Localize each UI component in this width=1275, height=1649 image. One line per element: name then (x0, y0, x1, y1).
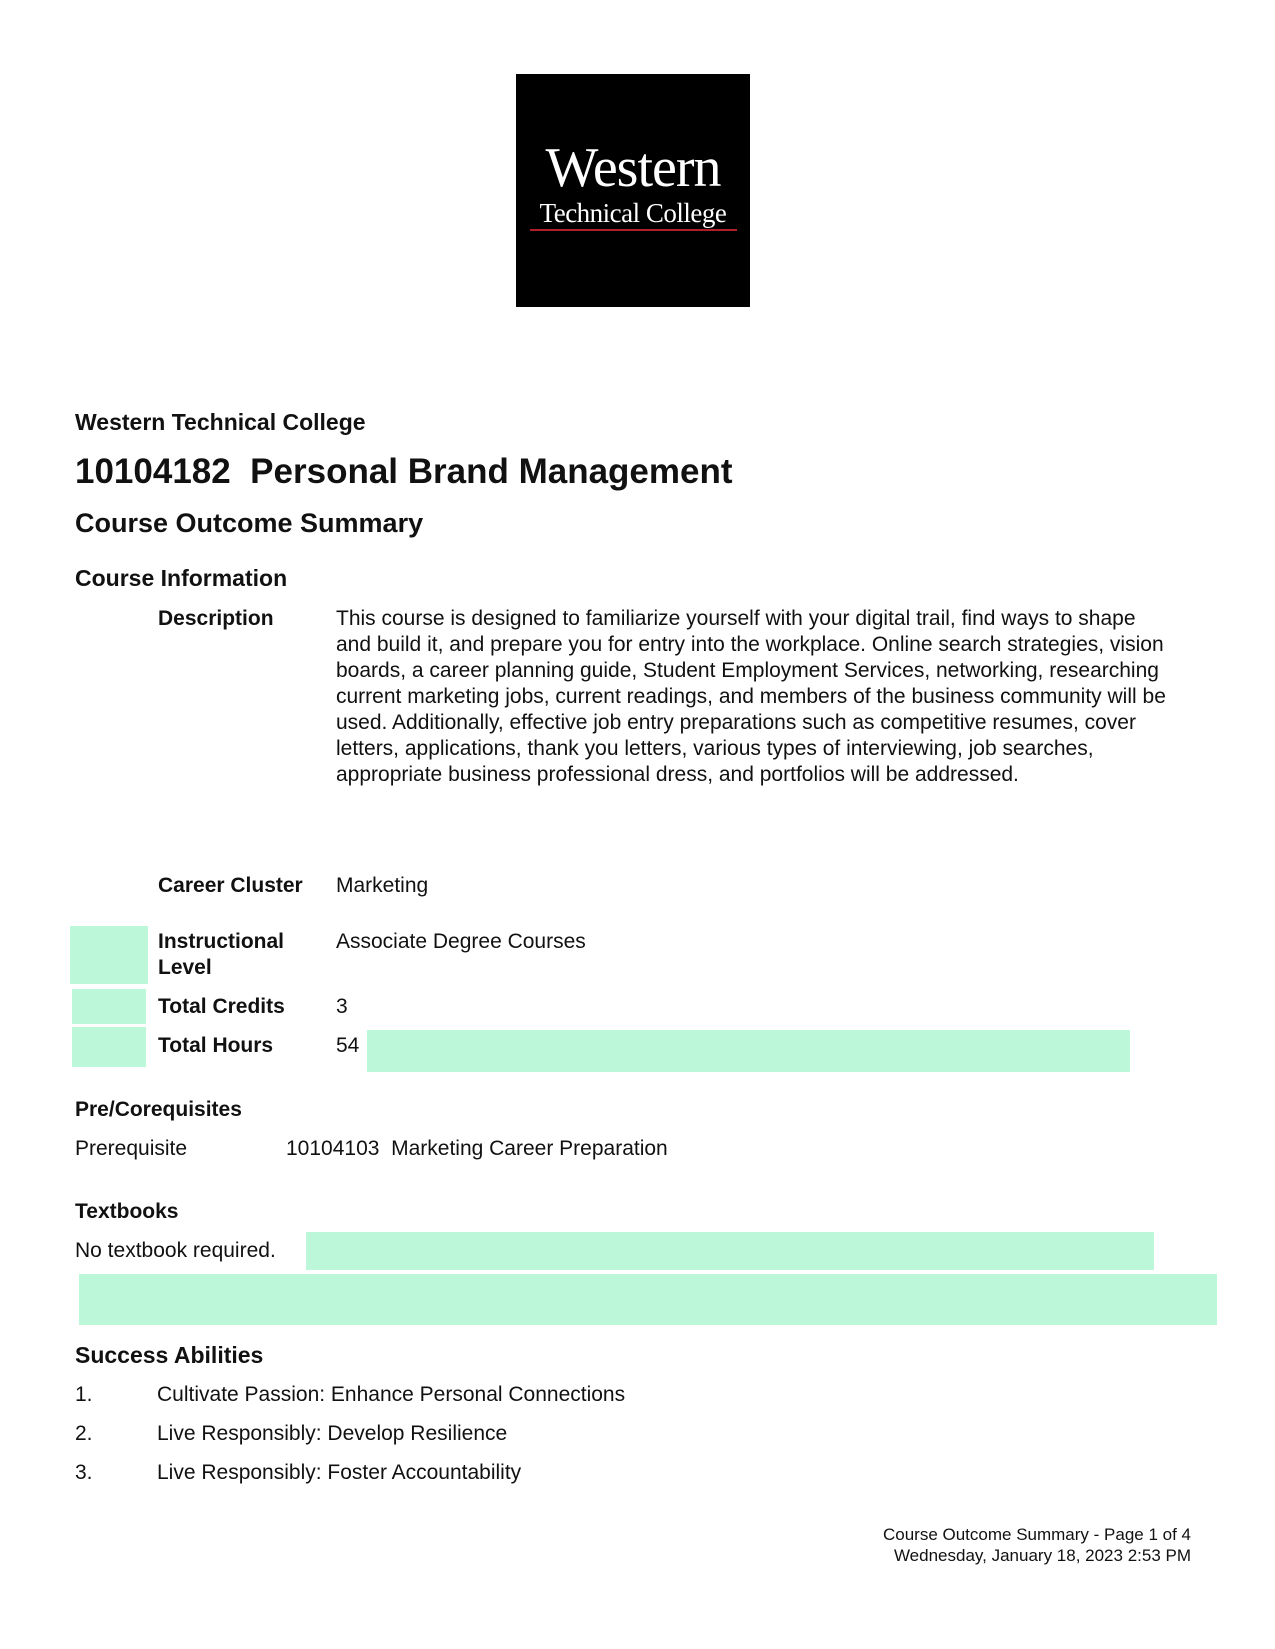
list-item-number: 3. (75, 1461, 93, 1484)
highlight-marker (367, 1030, 1130, 1072)
list-item: Live Responsibly: Foster Accountability (157, 1461, 522, 1484)
instructional-level-value: Associate Degree Courses (336, 930, 586, 953)
highlight-marker (70, 926, 148, 984)
list-item-number: 1. (75, 1383, 93, 1406)
list-item-number: 2. (75, 1422, 93, 1445)
total-credits-value: 3 (336, 995, 348, 1018)
highlight-marker (306, 1232, 1154, 1270)
course-title: 10104182 Personal Brand Management (75, 452, 733, 491)
prerequisite-type: Prerequisite (75, 1137, 188, 1160)
career-cluster-label: Career Cluster (158, 874, 303, 897)
college-name: Western Technical College (75, 409, 366, 435)
prerequisites-heading: Pre/Corequisites (75, 1098, 242, 1121)
textbooks-heading: Textbooks (75, 1200, 179, 1223)
total-hours-value: 54 (336, 1034, 360, 1057)
description-label: Description (158, 607, 274, 630)
success-abilities-heading: Success Abilities (75, 1342, 264, 1368)
logo-underline (530, 229, 737, 231)
course-information-heading: Course Information (75, 565, 288, 591)
career-cluster-value: Marketing (336, 874, 429, 897)
footer-page-info: Course Outcome Summary - Page 1 of 4 (882, 1525, 1191, 1544)
highlight-marker (72, 1027, 146, 1067)
list-item: Live Responsibly: Develop Resilience (157, 1422, 508, 1445)
instructional-level-label: Instructional Level (158, 930, 285, 979)
document-subtitle: Course Outcome Summary (75, 508, 424, 538)
highlight-marker (72, 989, 146, 1024)
footer-timestamp: Wednesday, January 18, 2023 2:53 PM (893, 1546, 1191, 1565)
logo-wordmark-line2: Technical College (539, 198, 727, 228)
list-item: Cultivate Passion: Enhance Personal Connections (157, 1383, 626, 1406)
prerequisite-course: 10104103 Marketing Career Preparation (286, 1137, 668, 1160)
college-logo (516, 74, 750, 307)
textbooks-text: No textbook required. (75, 1239, 276, 1262)
logo-wordmark-line1: Western (545, 137, 721, 199)
highlight-marker (79, 1274, 1217, 1325)
total-credits-label: Total Credits (158, 995, 285, 1018)
course-description: This course is designed to familiarize yourself with your digital trail, find ways to shape and build it, and prepare you for entry into the workplace. Online search strategies, vision boards, a career planning guide, Student Employment Services, networking, researching current marketing jobs, current readings, and members of the business community will be used. Additionally, effective job entry preparations such as competitive resumes, cover letters, applications, thank you letters, various types of interviewing, job searches, appropriate business professional dress, and portfolios will be addressed. (336, 607, 1166, 786)
total-hours-label: Total Hours (158, 1034, 274, 1057)
